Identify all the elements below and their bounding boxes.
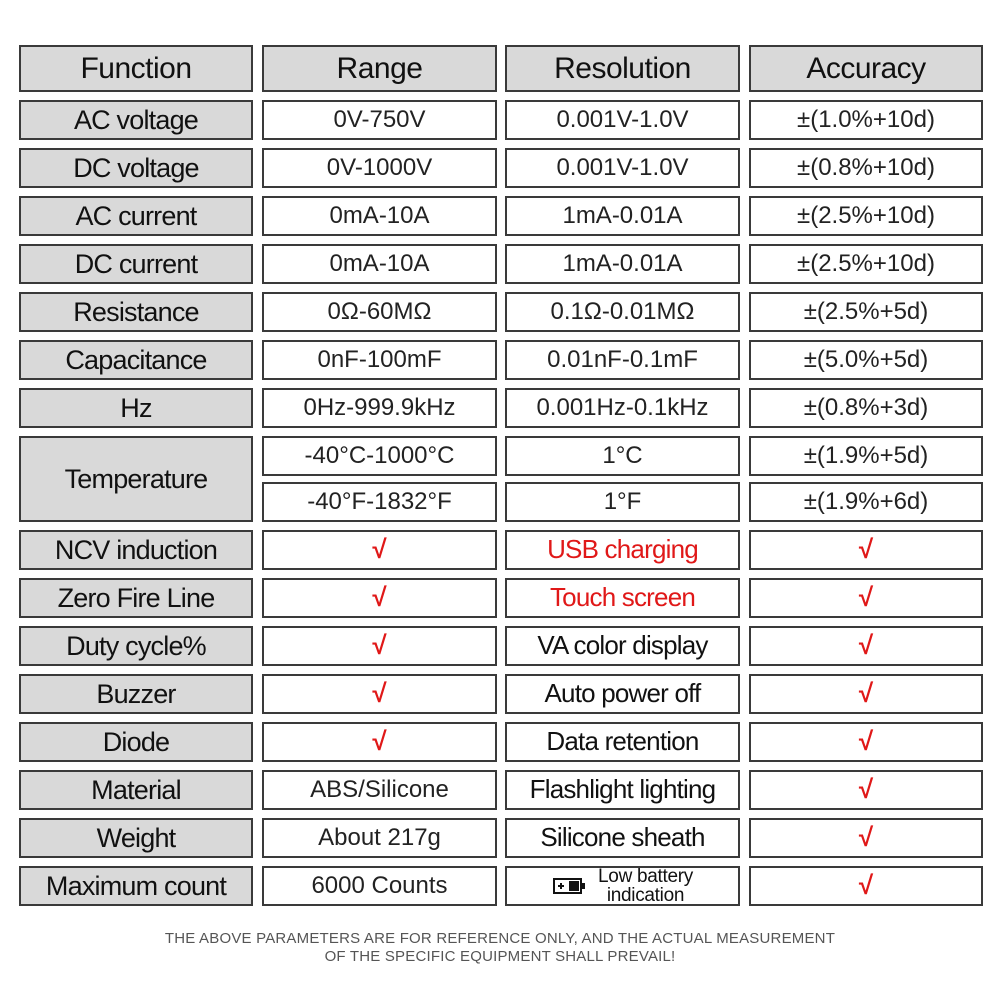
check-mark: √ [749,674,983,714]
resolution-cell: 0.1Ω-0.01MΩ [505,292,740,332]
check-mark: √ [749,578,983,618]
header-range: Range [262,45,497,92]
check-mark: √ [262,674,497,714]
function-cell: Duty cycle% [19,626,253,666]
function-cell: Diode [19,722,253,762]
check-mark: √ [262,626,497,666]
resolution-cell: 1°F [505,482,740,522]
header-function: Function [19,45,253,92]
range-cell: 0Ω-60MΩ [262,292,497,332]
feature-cell-low-battery [505,866,740,906]
battery-icon [552,877,586,895]
feature-cell: Flashlight lighting [505,770,740,810]
function-cell: DC voltage [19,148,253,188]
range-cell: ABS/Silicone [262,770,497,810]
accuracy-cell: ±(0.8%+10d) [749,148,983,188]
function-cell: AC voltage [19,100,253,140]
check-mark: √ [262,722,497,762]
function-cell: Capacitance [19,340,253,380]
accuracy-cell: ±(2.5%+5d) [749,292,983,332]
feature-cell: USB charging [505,530,740,570]
header-accuracy: Accuracy [749,45,983,92]
function-cell: NCV induction [19,530,253,570]
check-mark: √ [749,626,983,666]
range-cell: 6000 Counts [262,866,497,906]
function-cell: Hz [19,388,253,428]
function-cell: Buzzer [19,674,253,714]
check-mark: √ [749,866,983,906]
accuracy-cell: ±(5.0%+5d) [749,340,983,380]
low-battery-label [598,867,693,905]
function-cell: Resistance [19,292,253,332]
accuracy-cell: ±(1.9%+5d) [749,436,983,476]
resolution-cell: 0.01nF-0.1mF [505,340,740,380]
range-cell: About 217g [262,818,497,858]
range-cell: 0V-750V [262,100,497,140]
function-cell: Maximum count [19,866,253,906]
check-mark: √ [262,530,497,570]
accuracy-cell: ±(0.8%+3d) [749,388,983,428]
range-cell: 0mA-10A [262,196,497,236]
function-cell: DC current [19,244,253,284]
function-cell: AC current [19,196,253,236]
check-mark: √ [262,578,497,618]
resolution-cell: 0.001V-1.0V [505,148,740,188]
feature-cell: VA color display [505,626,740,666]
disclaimer-line2: OF THE SPECIFIC EQUIPMENT SHALL PREVAIL! [324,948,676,965]
range-cell: 0Hz-999.9kHz [262,388,497,428]
resolution-cell: 0.001Hz-0.1kHz [505,388,740,428]
feature-cell: Touch screen [505,578,740,618]
range-cell: -40°C-1000°C [262,436,497,476]
feature-cell: Silicone sheath [505,818,740,858]
disclaimer-line1: THE ABOVE PARAMETERS ARE FOR REFERENCE ONLY, AND THE ACTUAL MEASUREMENT [164,930,836,947]
low-battery-line2: indication [606,885,685,906]
function-cell: Weight [19,818,253,858]
accuracy-cell: ±(1.9%+6d) [749,482,983,522]
range-cell: -40°F-1832°F [262,482,497,522]
resolution-cell: 1mA-0.01A [505,196,740,236]
check-mark: √ [749,818,983,858]
range-cell: 0mA-10A [262,244,497,284]
resolution-cell: 1mA-0.01A [505,244,740,284]
function-cell: Zero Fire Line [19,578,253,618]
resolution-cell: 1°C [505,436,740,476]
function-cell: Material [19,770,253,810]
accuracy-cell: ±(1.0%+10d) [749,100,983,140]
header-resolution: Resolution [505,45,740,92]
function-cell-temperature: Temperature [19,436,253,522]
accuracy-cell: ±(2.5%+10d) [749,196,983,236]
range-cell: 0nF-100mF [262,340,497,380]
feature-cell: Auto power off [505,674,740,714]
range-cell: 0V-1000V [262,148,497,188]
resolution-cell: 0.001V-1.0V [505,100,740,140]
disclaimer-note [0,930,1000,966]
accuracy-cell: ±(2.5%+10d) [749,244,983,284]
check-mark: √ [749,770,983,810]
feature-cell: Data retention [505,722,740,762]
low-battery-line1: Low battery [598,866,693,887]
check-mark: √ [749,722,983,762]
check-mark: √ [749,530,983,570]
